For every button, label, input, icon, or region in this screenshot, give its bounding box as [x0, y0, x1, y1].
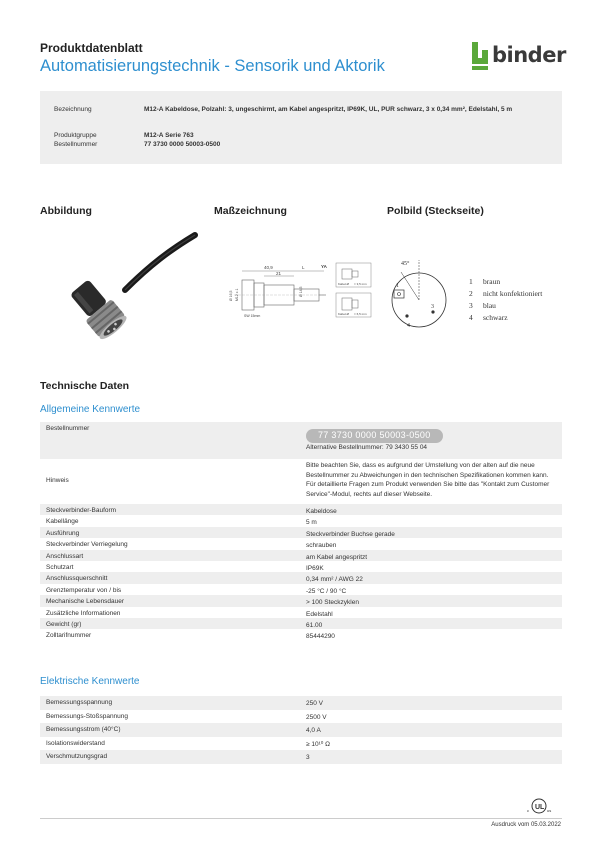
- row-value: 3: [306, 754, 310, 761]
- table-row: [40, 459, 562, 504]
- dim-label: = 3,5 mm: [354, 282, 367, 286]
- row-label: Bemessungs-Stoßspannung: [46, 712, 129, 720]
- table-row: [40, 618, 562, 629]
- summary-value: M12-A Serie 763: [144, 132, 194, 139]
- row-value: 61.00: [306, 622, 323, 629]
- row-label: Isolationswiderstand: [46, 739, 105, 747]
- general-heading: Allgemeine Kennwerte: [40, 404, 141, 415]
- row-value: ≥ 10¹⁰ Ω: [306, 740, 331, 748]
- summary-value: M12-A Kabeldose, Polzahl: 3, ungeschirmt, am Kabel angespritzt, IP69K, UL, PUR schwarz, 3 x 0,34 mm², Edelstahl, 5 m: [144, 106, 513, 113]
- row-label: Mechanische Lebensdauer: [46, 598, 125, 606]
- pin-legend-label: nicht konfektioniert: [483, 289, 543, 298]
- row-label: Zusätzliche Informationen: [46, 609, 121, 617]
- row-label: Ausführung: [46, 529, 80, 537]
- pin-number: 4: [407, 323, 410, 329]
- row-label: Verschmutzungsgrad: [46, 753, 108, 760]
- page-title: Automatisierungstechnik - Sensorik und Aktorik: [40, 57, 385, 75]
- table-row: [40, 422, 562, 459]
- polbild-heading: Polbild (Steckseite): [387, 205, 484, 217]
- order-number-badge: 77 3730 0000 50003-0500: [306, 429, 443, 443]
- row-value: [306, 429, 558, 452]
- table-row: [40, 527, 562, 538]
- dim-label: M12 x 1: [235, 288, 239, 301]
- row-label: Anschlussart: [46, 552, 84, 560]
- doc-type: Produktdatenblatt: [40, 41, 143, 55]
- table-row: [40, 629, 562, 640]
- row-value: 0,34 mm² / AWG 22: [306, 576, 363, 584]
- dim-label: = 6,5 mm: [354, 312, 367, 316]
- row-label: Grenztemperatur von / bis: [46, 586, 122, 594]
- dim-label: 21: [276, 271, 282, 276]
- summary-label: Produktgruppe: [54, 132, 97, 139]
- summary-value: 77 3730 0000 50003-0500: [144, 141, 221, 148]
- table-row: [40, 550, 562, 561]
- row-label: Schutzart: [46, 564, 74, 571]
- abbildung-heading: Abbildung: [40, 205, 92, 217]
- row-label: Steckverbinder-Bauform: [46, 507, 117, 514]
- pin-legend-num: 2: [469, 289, 473, 298]
- row-value: 250 V: [306, 700, 323, 707]
- row-label: Anschlussquerschnitt: [46, 575, 108, 583]
- angle-label: 45°: [401, 261, 410, 267]
- row-value: -25 °C / 90 °C: [306, 587, 347, 595]
- row-value: 85444290: [306, 633, 335, 641]
- dimension-drawing: [214, 255, 374, 330]
- dim-label: 40,9: [264, 265, 273, 270]
- table-row: [40, 750, 562, 764]
- dim-label: Kabel-Ø: [338, 282, 350, 286]
- row-value: Bitte beachten Sie, dass es aufgrund der Umstellung von der alten auf die neue Bestellnummer zu Abweichungen in den technischen Spezifikationen kommen kann. Für detaillierte Fragen zum Produkt verwenden Sie bitte das "Kontakt zum Customer Service"-Modul, rechts auf dieser Webseite.: [306, 462, 550, 498]
- dim-label: YA: [321, 264, 327, 269]
- table-row: [40, 572, 562, 583]
- masszeichnung-heading: Maßzeichnung: [214, 205, 287, 217]
- row-label: Bestellnummer: [46, 425, 90, 432]
- pin-legend-num: 4: [469, 313, 473, 322]
- pin-diagram: [387, 250, 562, 335]
- svg-text:c: c: [527, 808, 529, 813]
- pin-legend-label: blau: [483, 301, 496, 310]
- row-label: Bemessungsstrom (40°C): [46, 726, 121, 733]
- pin-number: 1: [396, 283, 399, 289]
- summary-label: Bezeichnung: [54, 106, 92, 113]
- summary-box: [40, 91, 562, 164]
- row-label: Steckverbinder Verriegelung: [46, 541, 128, 549]
- binder-logo-icon: [470, 42, 490, 72]
- ul-cert-icon: [526, 797, 552, 815]
- row-label: Zolltarifnummer: [46, 632, 92, 640]
- pin-legend-label: schwarz: [483, 313, 508, 322]
- row-value: 5 m: [306, 519, 317, 527]
- electrical-heading: Elektrische Kennwerte: [40, 676, 140, 687]
- row-value: 2500 V: [306, 713, 327, 721]
- footer-divider: [40, 818, 562, 819]
- row-value: IP69K: [306, 565, 324, 572]
- row-value: > 100 Steckzyklen: [306, 599, 359, 607]
- print-date: Ausdruck vom 05.03.2022: [491, 822, 561, 828]
- table-row: [40, 710, 562, 724]
- technical-heading: Technische Daten: [40, 380, 130, 392]
- dim-label: L: [302, 265, 305, 270]
- dim-label: SW 15mm: [244, 314, 261, 318]
- table-row: [40, 595, 562, 606]
- dim-label: Kabel-Ø: [338, 312, 350, 316]
- table-row: [40, 504, 562, 515]
- product-image: [40, 225, 200, 350]
- row-label: Gewicht (gr): [46, 621, 82, 628]
- row-value: am Kabel angespritzt: [306, 553, 368, 561]
- table-row: [40, 696, 562, 710]
- row-value: Edelstahl: [306, 610, 333, 618]
- table-row: [40, 737, 562, 751]
- dim-label: Ø 16,5: [229, 290, 233, 301]
- logo-text: binder: [492, 43, 566, 67]
- row-value: Kabeldose: [306, 508, 337, 515]
- row-value: schrauben: [306, 542, 337, 550]
- row-label: Hinweis: [46, 477, 69, 484]
- row-label: Bemessungsspannung: [46, 699, 113, 706]
- row-value: 4,0 A: [306, 727, 321, 734]
- table-row: [40, 584, 562, 595]
- pin-legend-num: 1: [469, 277, 473, 286]
- pin-legend-label: braun: [483, 277, 501, 286]
- row-value: Steckverbinder Buchse gerade: [306, 530, 395, 538]
- table-row: [40, 607, 562, 618]
- table-row: [40, 515, 562, 526]
- table-row: [40, 561, 562, 572]
- table-row: [40, 538, 562, 549]
- dim-label: Ø 14,5: [299, 286, 303, 297]
- binder-logo: [470, 41, 566, 73]
- summary-label: Bestellnummer: [54, 141, 98, 148]
- pin-legend-num: 3: [469, 301, 473, 310]
- svg-text:us: us: [547, 808, 552, 813]
- svg-text:UL: UL: [535, 804, 545, 811]
- table-row: [40, 723, 562, 737]
- alt-order-number: Alternative Bestellnummer: 79 3430 55 04: [306, 443, 428, 451]
- pin-number: 3: [431, 304, 434, 310]
- row-label: Kabellänge: [46, 518, 79, 526]
